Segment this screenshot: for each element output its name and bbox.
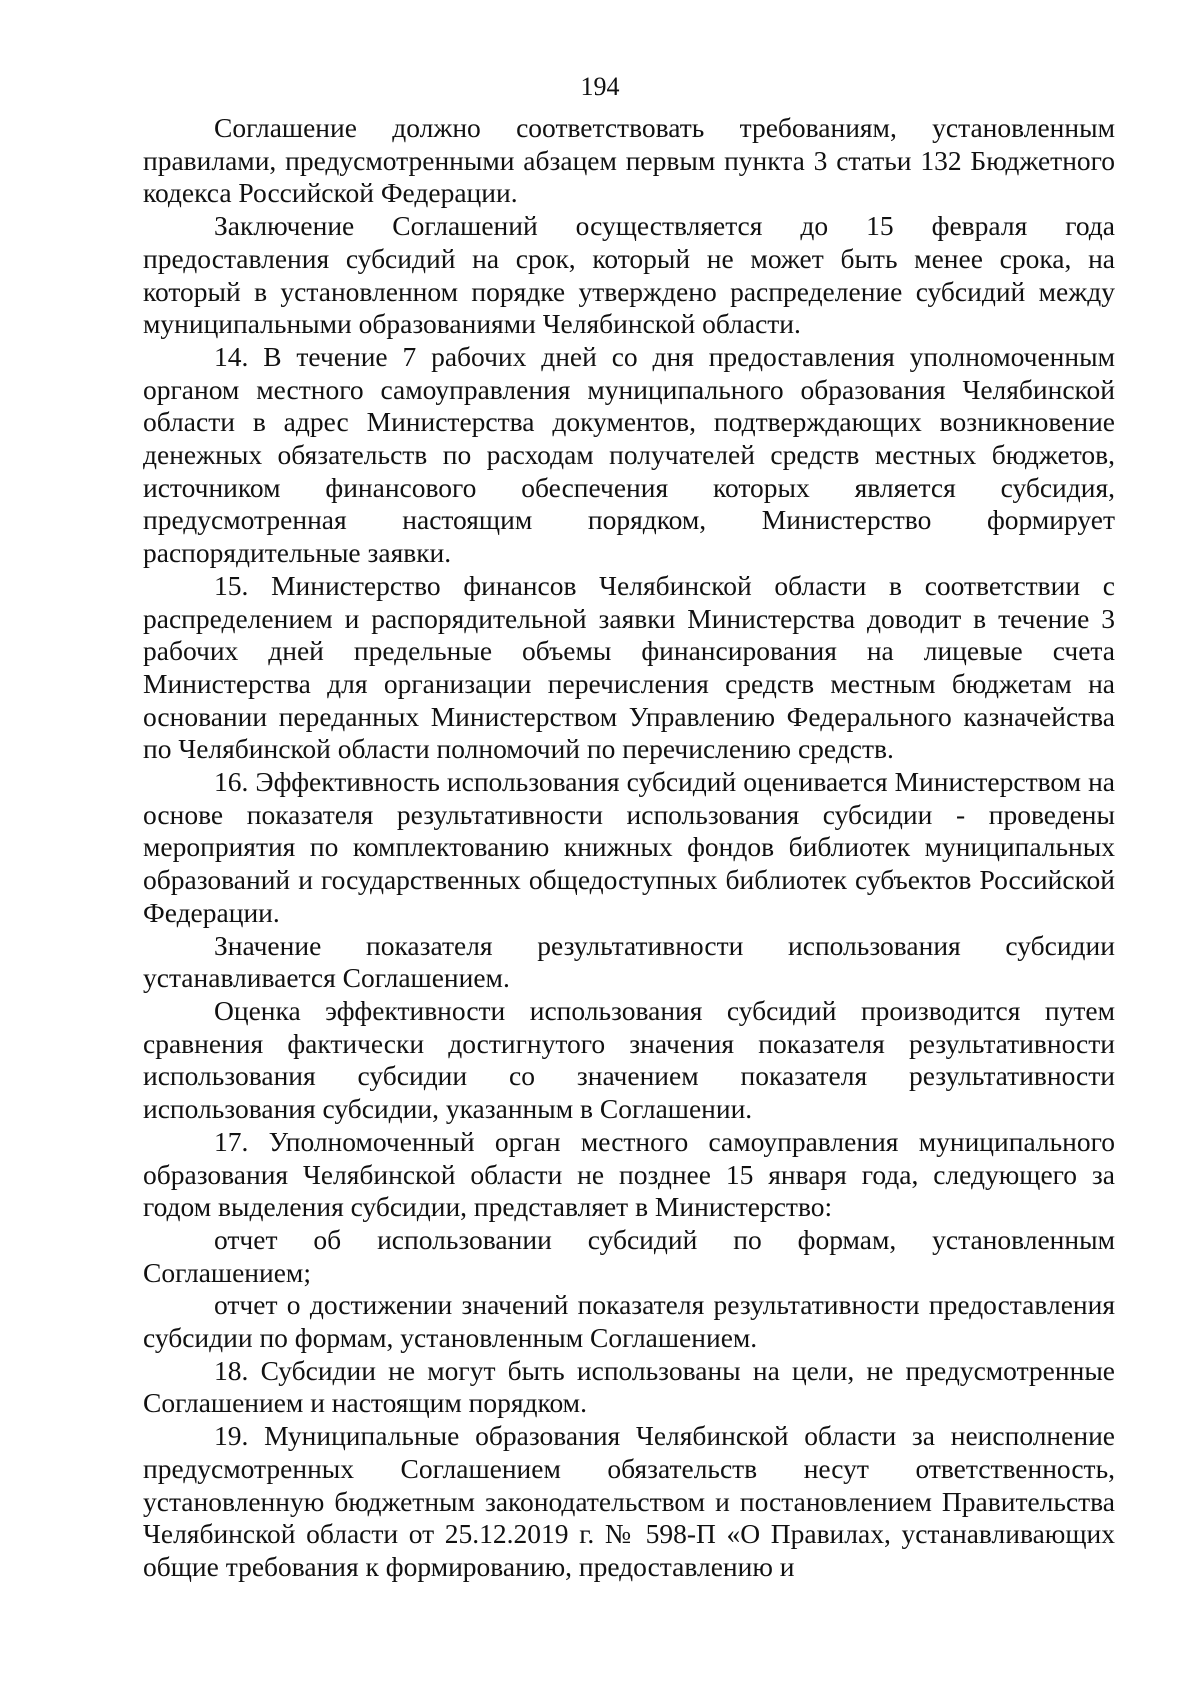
paragraph-agreement-conclusion: Заключение Соглашений осуществляется до 15 февраля года предоставления субсидий на срок, который не может быть менее срока, на который в установленном порядке утверждено распределение субсидий между муниципальными образованиями Челябинской области. [143,210,1115,340]
paragraph-item-19: 19. Муниципальные образования Челябинской области за неисполнение предусмотренных Соглашением обязательств несут ответственность, установленную бюджетным законодательством и постановлением Правительства Челябинской области от 25.12.2019 г. № 598-П «О Правилах, устанавливающих общие требования к формированию, предоставлению и [143,1420,1115,1582]
page-number: 194 [580,72,620,101]
paragraph-usage-report: отчет об использовании субсидий по формам, установленным Соглашением; [143,1223,1115,1288]
paragraph-item-18: 18. Субсидии не могут быть использованы на цели, не предусмотренные Соглашением и настоящим порядком. [143,1354,1115,1419]
paragraph-item-17: 17. Уполномоченный орган местного самоуправления муниципального образования Челябинской области не позднее 15 января года, следующего за годом выделения субсидии, представляет в Министерство: [143,1125,1115,1223]
paragraph-indicator-value: Значение показателя результативности использования субсидии устанавливается Соглашением. [143,929,1115,994]
paragraph-efficiency-assessment: Оценка эффективности использования субсидий производится путем сравнения фактически достигнутого значения показателя результативности использования субсидии со значением показателя результативности использования субсидии, указанным в Соглашении. [143,994,1115,1125]
paragraph-agreement-requirements: Соглашение должно соответствовать требованиям, установленным правилами, предусмотренными абзацем первым пункта 3 статьи 132 Бюджетного кодекса Российской Федерации. [143,112,1115,209]
paragraph-results-report: отчет о достижении значений показателя результативности предоставления субсидии по формам, установленным Соглашением. [143,1289,1115,1354]
paragraph-item-15: 15. Министерство финансов Челябинской области в соответствии с распределением и распорядительной заявки Министерства доводит в течение 3 рабочих дней предельные объемы финансирования на лицевые счета Министерства для организации перечисления средств местным бюджетам на основании переданных Министерством Управлению Федерального казначейства по Челябинской области полномочий по перечислению средств. [143,569,1115,765]
paragraph-item-16: 16. Эффективность использования субсидий оценивается Министерством на основе показателя результативности использования субсидии - проведены мероприятия по комплектованию книжных фондов библиотек муниципальных образований и государственных общедоступных библиотек субъектов Российской Федерации. [143,766,1115,928]
paragraph-item-14: 14. В течение 7 рабочих дней со дня предоставления уполномоченным органом местного самоуправления муниципального образования Челябинской области в адрес Министерства документов, подтверждающих возникновение денежных обязательств по расходам получателей средств местных бюджетов, источником финансового обеспечения которых является субсидия, предусмотренная настоящим порядком, Министерство формирует распорядительные заявки. [143,340,1115,569]
document-body [143,112,1115,1584]
